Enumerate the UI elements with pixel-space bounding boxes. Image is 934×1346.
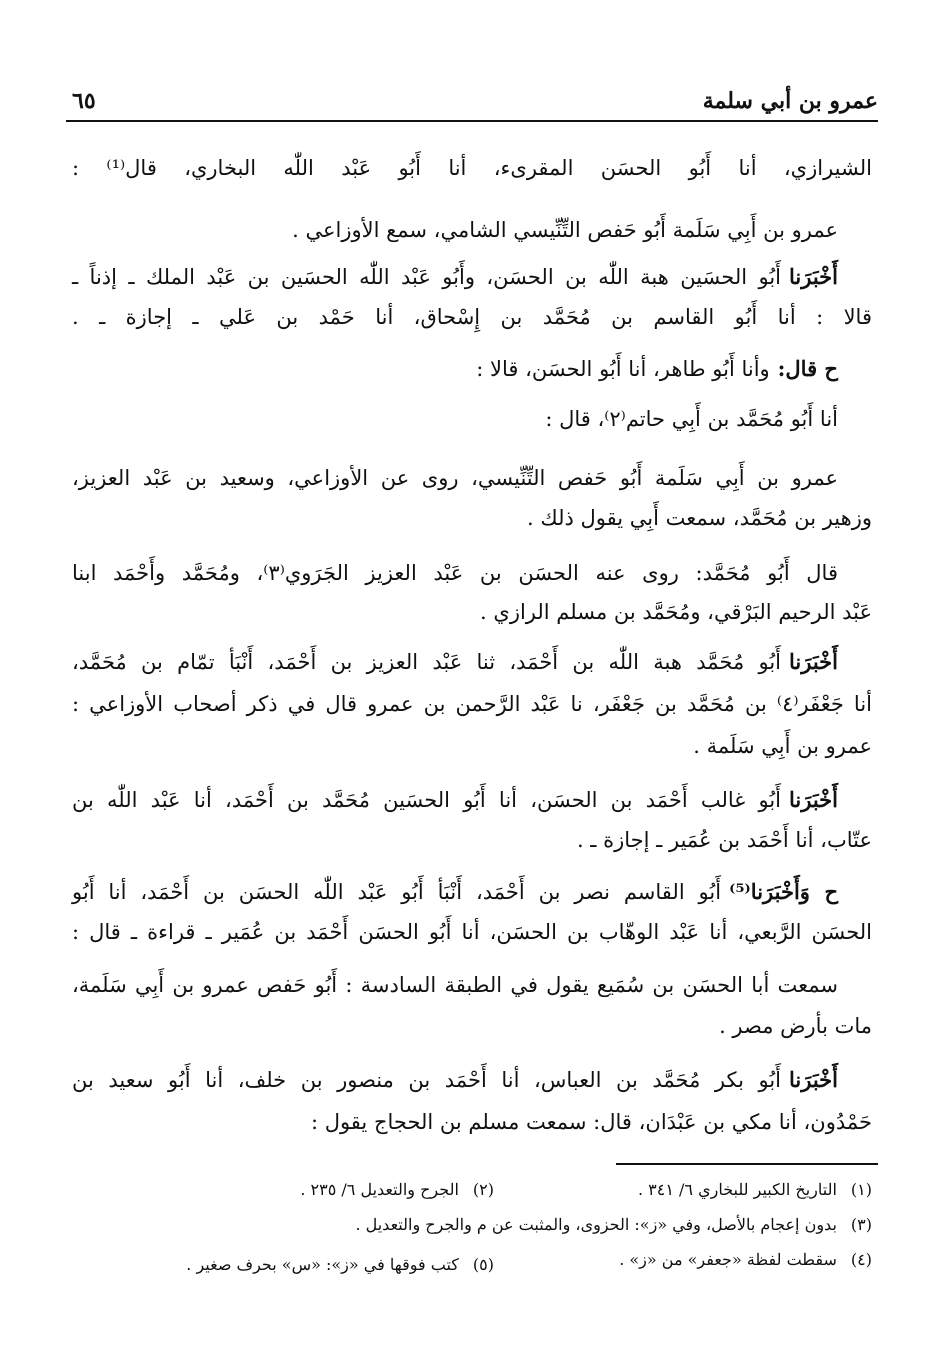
keyword-ha-wa-akhbarana: ح وَأَخْبَرَنا⁽⁵⁾: [729, 879, 839, 904]
page-number: ٦٥: [72, 88, 96, 114]
footnote-text: التاريخ الكبير للبخاري ٦/ ٣٤١ .: [637, 1180, 837, 1199]
footnote-number: (٣): [850, 1215, 872, 1234]
footnote-separator: [616, 1163, 878, 1165]
footnote-2: [300, 1179, 494, 1201]
body-line: [72, 262, 838, 292]
body-line: [72, 1065, 838, 1095]
body-text: وأنا أَبُو طاهر، أنا أَبُو الحسَن، قالا :: [476, 357, 770, 381]
body-line: قال أَبُو مُحَمَّد: روى عنه الحسَن بن عَبْد العزيز الجَرَوي⁽٣⁾، ومُحَمَّد وأَحْمَد ابنا: [72, 561, 838, 585]
body-line: الشيرازي، أنا أَبُو الحسَن المقرىء، أنا أَبُو عَبْد اللّٰه البخاري، قال⁽¹⁾ :: [72, 156, 872, 180]
body-text: أَبُو غالب أَحْمَد بن الحسَن، أنا أَبُو الحسَين مُحَمَّد بن أَحْمَد، أنا عَبْد اللّٰه بن: [72, 788, 782, 812]
body-line: قالا : أنا أَبُو القاسم بن مُحَمَّد بن إِسْحاق، أنا حَمْد بن عَلي ـ إجازة ـ .: [72, 305, 872, 329]
footnote-text: سقطت لفظة «جعفر» من «ز» .: [619, 1250, 837, 1269]
keyword-akhbarana: أَخْبَرَنا: [789, 264, 838, 289]
keyword-akhbarana: أَخْبَرَنا: [789, 649, 838, 674]
body-line: عتّاب، أنا أَحْمَد بن عُمَير ـ إجازة ـ .: [576, 828, 872, 852]
body-line: أنا جَعْفَر⁽٤⁾ بن مُحَمَّد بن جَعْفَر، نا عَبْد الرَّحمن بن عمرو قال في ذكر أصحاب الأوزاعي :: [72, 692, 873, 716]
body-text: أَبُو القاسم نصر بن أَحْمَد، أَنْبَأ أَبُو عَبْد اللّٰه الحسَن بن أَحْمَد، أنا أَبُو: [72, 880, 722, 904]
body-text: أَبُو بكر مُحَمَّد بن العباس، أنا أَحْمَد بن منصور بن خلف، أنا أَبُو سعيد بن: [72, 1068, 782, 1092]
body-line: عمرو بن أَبِي سَلَمة أَبُو حَفص التِّنِّيسي الشامي، سمع الأوزاعي .: [292, 218, 838, 242]
body-line: عَبْد الرحيم البَرْقي، ومُحَمَّد بن مسلم الرازي .: [480, 600, 872, 624]
running-header: [66, 86, 878, 122]
footnote-5: [186, 1254, 494, 1276]
footnote-text: الجرح والتعديل ٦/ ٢٣٥ .: [300, 1180, 459, 1199]
body-text: أَبُو الحسَين هبة اللّٰه بن الحسَن، وأَبُو عَبْد اللّٰه الحسَين بن عَبْد الملك ـ إذناً ـ: [72, 265, 782, 289]
footnote-4: [619, 1249, 872, 1271]
footnote-number: (٥): [472, 1255, 494, 1274]
body-line: سمعت أبا الحسَن بن سُمَيع يقول في الطبقة السادسة : أَبُو حَفص عمرو بن أَبِي سَلَمة،: [72, 973, 838, 997]
footnote-3: [355, 1214, 872, 1236]
body-line: مات بأرض مصر .: [719, 1014, 872, 1038]
footnote-text: كتب فوقها في «ز»: «س» بحرف صغير .: [186, 1255, 459, 1274]
header-title: عمرو بن أبي سلمة: [702, 88, 878, 114]
keyword-akhbarana: أَخْبَرَنا: [789, 787, 838, 812]
body-line: أنا أَبُو مُحَمَّد بن أَبِي حاتم⁽٢⁾، قال :: [545, 407, 838, 431]
footnote-number: (١): [850, 1180, 872, 1199]
body-line: حَمْدُون، أنا مكي بن عَبْدَان، قال: سمعت مسلم بن الحجاج يقول :: [310, 1110, 872, 1134]
keyword-ha-qal: ح قال:: [777, 356, 838, 381]
body-line: [72, 877, 838, 907]
keyword-akhbarana: أَخْبَرَنا: [789, 1067, 838, 1092]
body-line: عمرو بن أَبِي سَلَمة .: [693, 734, 872, 758]
footnote-text: بدون إعجام بالأصل، وفي «ز»: الحزوى، والمثبت عن م والجرح والتعديل .: [355, 1215, 837, 1234]
body-line: [72, 785, 838, 815]
footnote-number: (٤): [850, 1250, 872, 1269]
body-line: الحسَن الرَّبعي، أنا عَبْد الوهّاب بن الحسَن، أنا أَبُو الحسَن أَحْمَد بن عُمَير ـ قراءة ـ قال :: [72, 920, 872, 944]
body-line: [476, 354, 838, 384]
body-line: [72, 647, 838, 677]
body-text: أَبُو مُحَمَّد هبة اللّٰه بن أَحْمَد، ثنا عَبْد العزيز بن أَحْمَد، أَنْبَأ تمّام بن مُحَمَّد،: [72, 650, 782, 674]
body-line: عمرو بن أَبِي سَلَمة أَبُو حَفص التِّنِّيسي، روى عن الأوزاعي، وسعيد بن عَبْد العزيز،: [72, 466, 838, 490]
footnote-1: [638, 1179, 872, 1201]
body-line: وزهير بن مُحَمَّد، سمعت أَبِي يقول ذلك .: [527, 506, 872, 530]
footnote-number: (٢): [472, 1180, 494, 1199]
